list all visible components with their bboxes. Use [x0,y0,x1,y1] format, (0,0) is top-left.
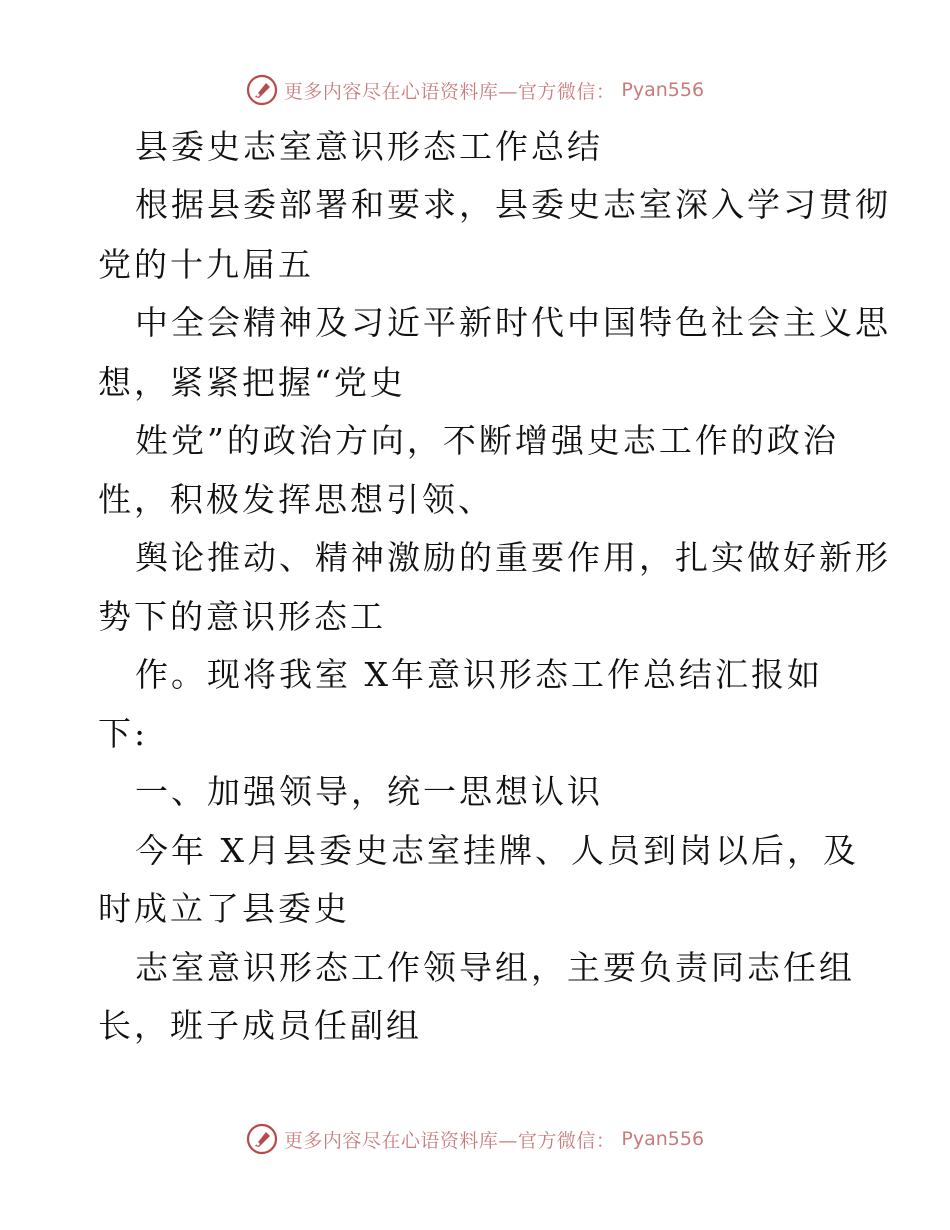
pen-nib-logo-icon [246,74,278,106]
paragraph-line: 势下的意识形态工 [98,597,386,636]
watermark-account: Pyan556 [621,79,705,101]
paragraph-line: 想，紧紧把握“党史 [98,363,406,402]
watermark-banner-top [0,70,950,110]
watermark-banner-bottom [0,1119,950,1159]
paragraph-line: 姓党”的政治方向，不断增强史志工作的政治 [135,421,839,460]
paragraph-line: 党的十九届五 [98,245,314,284]
watermark-account: Pyan556 [621,1128,705,1150]
section-heading: 一、加强领导，统一思想认识 [135,772,603,811]
document-title: 县委史志室意识形态工作总结 [135,127,603,166]
paragraph-line: 根据县委部署和要求，县委史志室深入学习贯彻 [135,185,891,224]
paragraph-line: 性，积极发挥思想引领、 [98,480,494,519]
paragraph-line: 舆论推动、精神激励的重要作用，扎实做好新形 [135,538,891,577]
paragraph-line: 志室意识形态工作领导组，主要负责同志任组 [135,948,855,987]
pen-nib-logo-icon [246,1123,278,1155]
paragraph-line: 作。现将我室 X年意识形态工作总结汇报如 [135,655,823,694]
paragraph-line: 时成立了县委史 [98,889,350,928]
paragraph-line: 下: [98,714,149,753]
paragraph-line: 中全会精神及习近平新时代中国特色社会主义思 [135,303,891,342]
paragraph-line: 长，班子成员任副组 [98,1006,422,1045]
watermark-text: 更多内容尽在心语资料库—官方微信： [283,80,616,103]
paragraph-line: 今年 X月县委史志室挂牌、人员到岗以后，及 [135,831,859,870]
watermark-text: 更多内容尽在心语资料库—官方微信： [283,1129,616,1152]
